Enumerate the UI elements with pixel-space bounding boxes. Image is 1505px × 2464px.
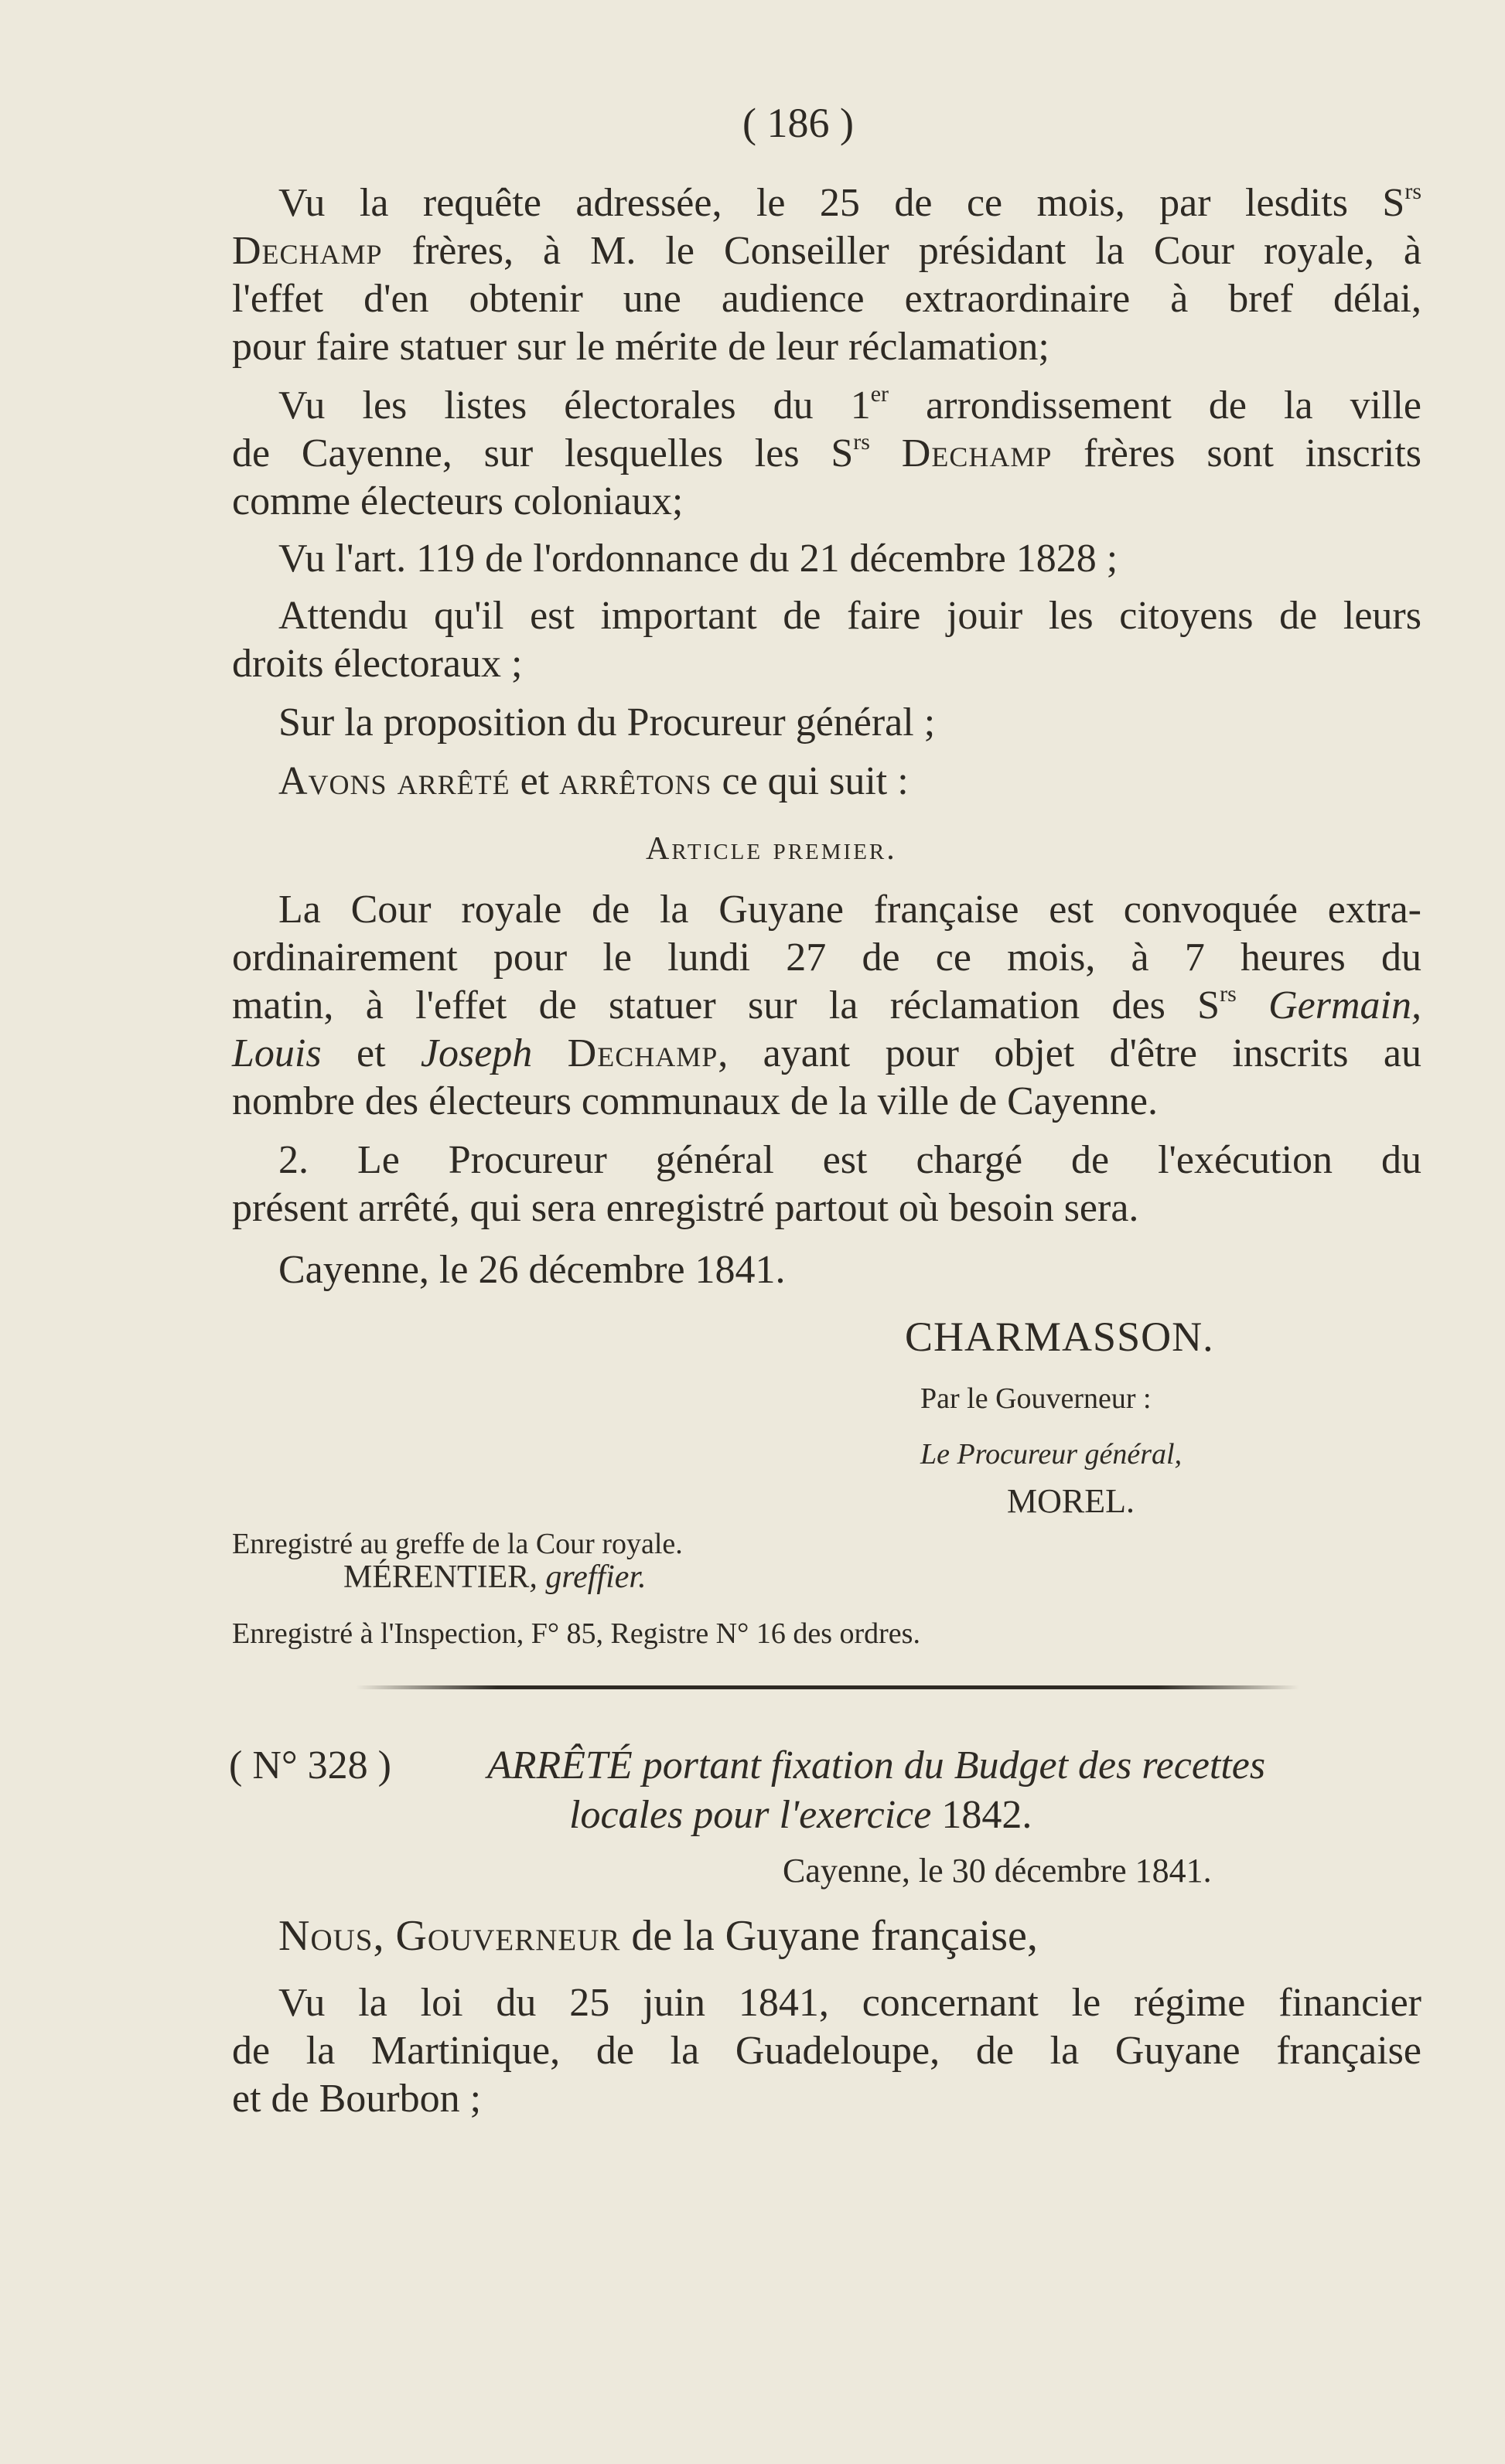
text-line: l'effet d'en obtenir une audience extraordinaire à bref délai, (232, 277, 1421, 321)
text-line: Dechamp frères, à M. le Conseiller présidant la Cour royale, à (232, 229, 1421, 273)
text-line: matin, à l'effet de statuer sur la réclamation des $S^{rs}$ Germain, (232, 981, 1421, 1028)
text-line: La Cour royale de la Guyane française est convoquée extra- (278, 888, 1421, 932)
text-line: droits électoraux ; (232, 642, 523, 686)
text-line: Avons arrêté et arrêtons ce qui suit : (278, 759, 909, 803)
decree-title: ARRÊTÉ portant fixation du Budget des recettes (487, 1743, 1266, 1788)
text-line: Vu les listes électorales du 1er arrondissement de la ville (278, 381, 1422, 428)
text-line: pour faire statuer sur le mérite de leur réclamation; (232, 325, 1049, 369)
text-line: de Cayenne, sur lesquelles les $S^{rs}$ Dechamp frères sont inscrits (232, 429, 1422, 475)
procureur-name: MOREL. (1007, 1482, 1135, 1520)
text-line: comme électeurs coloniaux; (232, 479, 684, 523)
text-line: Vu l'art. 119 de l'ordonnance du 21 décembre 1828 ; (278, 537, 1118, 581)
place-date: Cayenne, le 30 décembre 1841. (783, 1852, 1212, 1890)
greffier-signature: MÉRENTIER, greffier. (343, 1559, 647, 1595)
signature-governor: CHARMASSON. (905, 1314, 1214, 1360)
text-line: Vu la loi du 25 juin 1841, concernant le régime financier (278, 1981, 1421, 2025)
text-line: 2. Le Procureur général est chargé de l'exécution du (278, 1138, 1421, 1182)
page-number: ( 186 ) (742, 100, 854, 146)
text-line: nombre des électeurs communaux de la ville de Cayenne. (232, 1079, 1159, 1123)
text-line: présent arrêté, qui sera enregistré partout où besoin sera. (232, 1186, 1139, 1230)
procureur-title: Le Procureur général, (920, 1438, 1182, 1471)
article-title: Article premier. (646, 831, 897, 867)
text-line: de la Martinique, de la Guadeloupe, de la Guyane française (232, 2029, 1421, 2073)
par-le-gouverneur: Par le Gouverneur : (920, 1382, 1152, 1415)
text-line: Sur la proposition du Procureur général ; (278, 700, 936, 745)
text-line: Vu la requête adressée, le 25 de ce mois, par lesdits $S^{rs}$ (278, 179, 1421, 225)
section-divider (356, 1685, 1299, 1689)
nous-gouverneur: Nous, Gouverneur de la Guyane française, (278, 1912, 1038, 1960)
text-line: et de Bourbon ; (232, 2077, 482, 2121)
decree-title-line2: locales pour l'exercice 1842. (569, 1793, 1032, 1837)
text-line: Attendu qu'il est important de faire jouir les citoyens de leurs (278, 594, 1421, 638)
text-line: Louis et Joseph Dechamp, ayant pour objet d'être inscrits au (232, 1031, 1421, 1075)
decree-number: ( N° 328 ) (229, 1743, 391, 1788)
date-line: Cayenne, le 26 décembre 1841. (278, 1248, 786, 1292)
inspection-line: Enregistré à l'Inspection, F° 85, Registre N° 16 des ordres. (232, 1617, 920, 1650)
text-line: ordinairement pour le lundi 27 de ce mois, à 7 heures du (232, 936, 1421, 980)
greffe-line: Enregistré au greffe de la Cour royale. (232, 1528, 683, 1560)
